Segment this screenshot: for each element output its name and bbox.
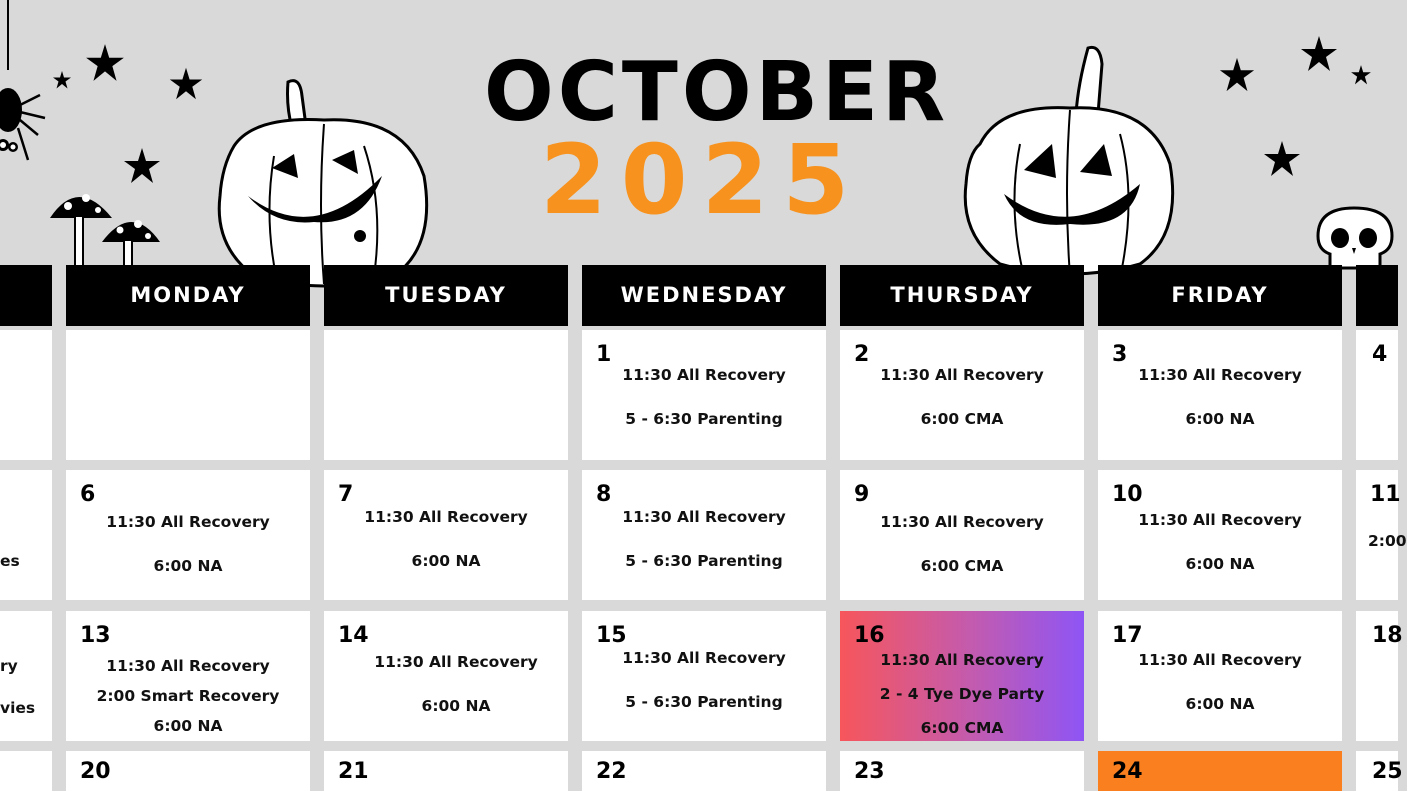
day-number: 3 xyxy=(1112,342,1128,367)
event-all-recovery: 11:30 All Recovery xyxy=(106,657,270,675)
header-wednesday: WEDNESDAY xyxy=(582,265,826,326)
header-saturday-partial xyxy=(1356,265,1398,326)
day-number: 7 xyxy=(338,482,354,507)
day-cell-empty xyxy=(66,330,310,460)
event-all-recovery: 11:30 All Recovery xyxy=(1138,366,1302,384)
day-cell-14[interactable] xyxy=(324,611,568,741)
header-tuesday: TUESDAY xyxy=(324,265,568,326)
day-cell-6[interactable] xyxy=(66,470,310,600)
day-cell-22[interactable] xyxy=(582,751,826,791)
year-title: 2025 xyxy=(540,124,864,236)
header-sunday-partial xyxy=(0,265,52,326)
star-icon xyxy=(1262,136,1302,182)
skull-icon xyxy=(1312,204,1398,274)
event-all-recovery: 11:30 All Recovery xyxy=(622,508,786,526)
day-cell-13[interactable] xyxy=(66,611,310,741)
day-number: 16 xyxy=(854,623,885,648)
pumpkin-icon xyxy=(214,76,434,288)
header-friday: FRIDAY xyxy=(1098,265,1342,326)
event-partial: 2:00 xyxy=(1368,532,1407,550)
event-na: 6:00 NA xyxy=(1185,695,1255,713)
star-icon xyxy=(1216,56,1258,94)
day-number: 11 xyxy=(1370,482,1401,507)
day-number: 15 xyxy=(596,623,627,648)
star-icon xyxy=(84,42,126,84)
event-na: 6:00 NA xyxy=(153,717,223,735)
day-cell-21[interactable] xyxy=(324,751,568,791)
day-number: 24 xyxy=(1112,759,1143,784)
day-number: 10 xyxy=(1112,482,1143,507)
day-number: 6 xyxy=(80,482,96,507)
pumpkin-icon xyxy=(960,44,1180,280)
day-cell-4[interactable] xyxy=(1356,330,1398,460)
day-cell-partial[interactable] xyxy=(0,470,52,600)
day-cell-25[interactable] xyxy=(1356,751,1403,791)
day-cell-8[interactable] xyxy=(582,470,826,600)
month-title: OCTOBER xyxy=(484,45,950,140)
day-number: 4 xyxy=(1372,342,1388,367)
event-all-recovery: 11:30 All Recovery xyxy=(1138,651,1302,669)
event-movies-partial: vies xyxy=(0,699,36,717)
day-cell-20[interactable] xyxy=(66,751,310,791)
day-number: 2 xyxy=(854,342,870,367)
event-all-recovery: 11:30 All Recovery xyxy=(364,508,528,526)
day-cell-empty xyxy=(0,330,52,460)
day-number: 8 xyxy=(596,482,612,507)
day-number: 1 xyxy=(596,342,612,367)
event-tye-dye-party: 2 - 4 Tye Dye Party xyxy=(879,685,1045,703)
event-na: 6:00 NA xyxy=(411,552,481,570)
event-all-recovery: 11:30 All Recovery xyxy=(880,513,1044,531)
day-cell-16[interactable] xyxy=(840,611,1084,741)
day-cell-15[interactable] xyxy=(582,611,826,741)
header-thursday: THURSDAY xyxy=(840,265,1084,326)
day-number: 20 xyxy=(80,759,111,784)
header-monday: MONDAY xyxy=(66,265,310,326)
day-number: 14 xyxy=(338,623,369,648)
day-number: 23 xyxy=(854,759,885,784)
day-cell-18[interactable] xyxy=(1356,611,1403,741)
event-na: 6:00 NA xyxy=(1185,555,1255,573)
day-cell-1[interactable] xyxy=(582,330,826,460)
day-number: 17 xyxy=(1112,623,1143,648)
event-all-recovery: 11:30 All Recovery xyxy=(622,649,786,667)
day-cell-9[interactable] xyxy=(840,470,1084,600)
event-parenting: 5 - 6:30 Parenting xyxy=(625,410,783,428)
day-number: 18 xyxy=(1372,623,1403,648)
day-cell-7[interactable] xyxy=(324,470,568,600)
day-number: 13 xyxy=(80,623,111,648)
event-all-recovery: 11:30 All Recovery xyxy=(880,651,1044,669)
star-icon xyxy=(52,70,72,90)
day-cell-24[interactable] xyxy=(1098,751,1342,791)
star-icon xyxy=(1298,34,1340,74)
event-all-recovery: 11:30 All Recovery xyxy=(1138,511,1302,529)
event-na: 6:00 NA xyxy=(153,557,223,575)
event-parenting: 5 - 6:30 Parenting xyxy=(625,552,783,570)
event-parenting: 5 - 6:30 Parenting xyxy=(625,693,783,711)
event-smart-recovery: 2:00 Smart Recovery xyxy=(96,687,280,705)
day-cell-partial[interactable] xyxy=(0,611,52,741)
event-recovery-partial: ry xyxy=(0,657,18,675)
day-number: 21 xyxy=(338,759,369,784)
event-all-recovery: 11:30 All Recovery xyxy=(622,366,786,384)
event-all-recovery: 11:30 All Recovery xyxy=(880,366,1044,384)
day-cell-3[interactable] xyxy=(1098,330,1342,460)
star-icon xyxy=(166,66,206,102)
star-icon xyxy=(1350,64,1372,86)
day-cell-23[interactable] xyxy=(840,751,1084,791)
event-movies-partial: es xyxy=(0,552,20,570)
day-cell-empty xyxy=(324,330,568,460)
event-all-recovery: 11:30 All Recovery xyxy=(106,513,270,531)
event-na: 6:00 NA xyxy=(421,697,491,715)
day-cell-11[interactable] xyxy=(1356,470,1407,600)
event-cma: 6:00 CMA xyxy=(920,557,1004,575)
day-cell-partial[interactable] xyxy=(0,751,52,791)
day-number: 22 xyxy=(596,759,627,784)
day-cell-10[interactable] xyxy=(1098,470,1342,600)
event-na: 6:00 NA xyxy=(1185,410,1255,428)
day-cell-2[interactable] xyxy=(840,330,1084,460)
event-all-recovery: 11:30 All Recovery xyxy=(374,653,538,671)
day-number: 25 xyxy=(1372,759,1403,784)
day-number: 9 xyxy=(854,482,870,507)
event-cma: 6:00 CMA xyxy=(920,719,1004,737)
spider-icon xyxy=(0,0,60,170)
mushroom-icon xyxy=(46,182,166,268)
event-cma: 6:00 CMA xyxy=(920,410,1004,428)
day-cell-17[interactable] xyxy=(1098,611,1342,741)
